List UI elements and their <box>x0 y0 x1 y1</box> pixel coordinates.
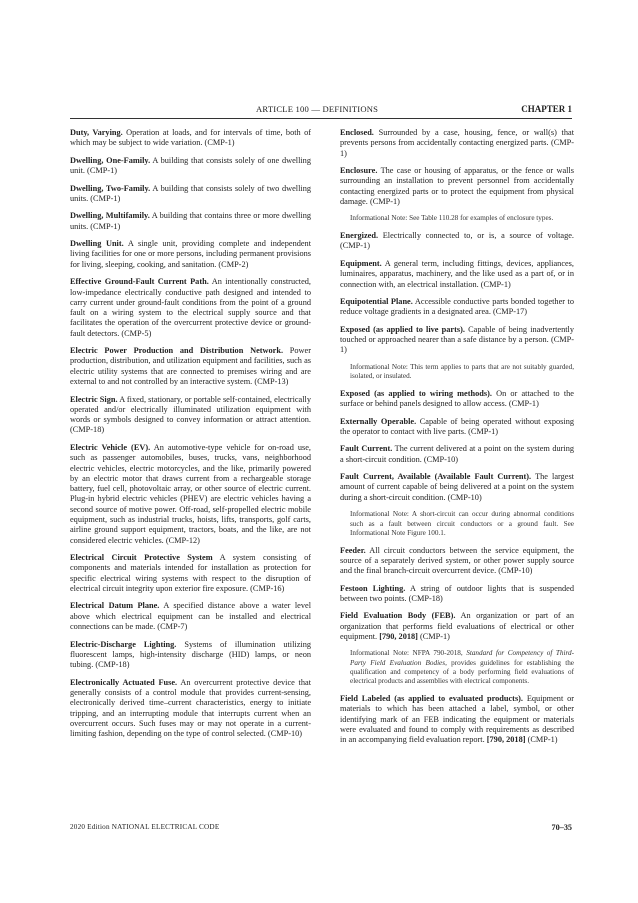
note-suffix: , provides guidelines for establishing the qualification and competency of a body performing field evaluations of electrical products and assemblies with electrical components. <box>350 658 575 686</box>
definition-term: Electric-Discharge Lighting. <box>70 639 177 649</box>
definition-term: Duty, Varying. <box>70 128 123 137</box>
definition-entry <box>340 297 574 318</box>
definition-term: Exposed (as applied to live parts). <box>340 324 465 334</box>
definition-text: A building that consists solely of two dwelling units. (CMP-1) <box>70 183 311 203</box>
cmp-reference: (CMP-1) <box>419 632 450 641</box>
definition-text: Electrically connected to, or is, a source of voltage. (CMP-1) <box>340 231 574 251</box>
definition-term: Feeder. <box>340 545 366 555</box>
definition-text: A system consisting of components and materials intended for installation as protection for specific electrical wiring systems with respect to the disruption of electrical circuit integrity upon exterior fire exposure. (CMP-16) <box>70 553 312 593</box>
page-number: 70–35 <box>551 823 572 832</box>
definition-term: Equipotential Plane. <box>340 297 413 306</box>
definition-text: Accessible conductive parts bonded together to reduce voltage gradients in a designated area. (CMP-17) <box>340 297 574 317</box>
definition-entry <box>70 184 311 205</box>
definition-term: Electric Power Production and Distribution Network. <box>70 346 284 356</box>
definition-text: A single unit, providing complete and independent living facilities for one or more persons, including permanent provisions for living, sleeping, cooking, and sanitation. (CMP-2) <box>70 239 312 269</box>
definition-text: A general term, including fittings, devices, appliances, luminaires, apparatus, machinery, and the like used as a part of, or in connection with, an electrical installation. (CMP-1) <box>340 258 574 289</box>
definition-term: Enclosure. <box>340 166 378 176</box>
definition-text: A string of outdoor lights that is suspended between two points. (CMP-18) <box>340 583 574 603</box>
definition-text: An overcurrent protective device that generally consists of a control module that provides current-sensing, electronically derived time–current characteristics, energy to initiate tripping, and an interrupting module that interrupts current when an overcurrent occurs. Such fuses may or may not operate in a current-limiting fashion, depending on the type of control selected. (CMP-10) <box>70 677 312 739</box>
definition-entry <box>70 640 311 671</box>
definition-entry <box>340 694 574 745</box>
definition-text: Surrounded by a case, housing, fence, or wall(s) that prevents persons from accidentally contacting energized parts. (CMP-1) <box>340 128 574 158</box>
definition-entry <box>70 553 311 594</box>
definition-entry <box>340 231 574 252</box>
definition-text: All circuit conductors between the service equipment, the source of a separately derived system, or other power supply source and the final branch-circuit overcurrent device. (CMP-10) <box>340 545 574 576</box>
definition-term: Fault Current, Available (Available Fault Current). <box>340 472 532 482</box>
definition-entry <box>340 444 574 465</box>
left-column <box>70 128 311 747</box>
definition-text: An automotive-type vehicle for on-road use, such as passenger automobiles, buses, trucks, vans, neighborhood electric vehicles, electric motorcycles, and the like, primarily powered by an electric motor that draws current from a rechargeable storage battery, fuel cell, photovoltaic array, or other source of electric current. Plug-in hybrid electric vehicles (PHEV) are electric vehicles having a second source of motive power. Off-road, self-propelled electric mobile equipment, such as industrial trucks, hoists, lifts, transports, golf carts, airline ground support equipment, tractors, boats, and the like, are not considered electric vehicles. (CMP-12) <box>70 442 312 545</box>
definition-text: A building that consists solely of one dwelling unit. (CMP-1) <box>70 155 311 176</box>
definition-entry <box>70 156 311 177</box>
definition-text: A specified distance above a water level above which electrical equipment can be installed and electrical connections can be made. (CMP-7) <box>70 601 311 632</box>
definition-term: Energized. <box>340 231 379 241</box>
definition-term: Dwelling, Two-Family. <box>70 183 151 193</box>
reference-citation: [790, 2018] <box>379 632 418 641</box>
definition-term: Fault Current. <box>340 444 393 454</box>
definition-term: Equipment. <box>340 258 382 268</box>
definition-text: The largest amount of current capable of being delivered at a point on the system during a short-circuit condition. (CMP-10) <box>340 472 574 502</box>
definition-text: Capable of being operated without exposing the operator to contact with live parts. (CMP-1) <box>340 416 574 436</box>
definition-text: A building that contains three or more dwelling units. (CMP-1) <box>70 211 311 231</box>
definition-entry <box>70 346 311 387</box>
definition-entry <box>340 584 574 605</box>
definition-text: An intentionally constructed, low-impedance electrically conductive path designed and intended to carry current under ground-fault conditions from the point of a ground fault on a wiring system to the electrical supply source and that facilitates the operation of the overcurrent protective device or ground-fault detectors. (CMP-5) <box>70 277 311 338</box>
informational-note: Informational Note: This term applies to parts that are not suitably guarded, isolated, or insulated. <box>350 362 574 381</box>
definition-text: Power production, distribution, and utilization equipment and facilities, such as electric utility systems that are connected to premises wiring and are external to and not controlled by an interactive system. (CMP-13) <box>70 346 311 387</box>
definition-text: The case or housing of apparatus, or the fence or walls surrounding an installation to prevent personnel from accidentally contacting energized parts or to protect the equipment from physical damage. (CMP-1) <box>340 166 574 206</box>
definition-term: Effective Ground-Fault Current Path. <box>70 277 209 287</box>
edition-label: 2020 Edition NATIONAL ELECTRICAL CODE <box>70 823 220 831</box>
right-column <box>340 128 574 753</box>
definition-text: On or attached to the surface or behind panels designed to allow access. (CMP-1) <box>340 388 574 409</box>
definition-text: Systems of illumination utilizing fluorescent lamps, high-intensity discharge (HID) lamps, or neon tubing. (CMP-18) <box>70 639 312 670</box>
header-rule <box>70 118 572 119</box>
running-header <box>70 104 572 118</box>
definition-entry <box>340 166 574 207</box>
definition-term: Electronically Actuated Fuse. <box>70 677 178 687</box>
definition-term: Dwelling, One-Family. <box>70 155 151 165</box>
definition-entry <box>70 601 311 632</box>
definition-entry <box>340 389 574 410</box>
definition-term: Field Labeled (as applied to evaluated products). <box>340 694 524 704</box>
definition-entry <box>70 239 311 270</box>
informational-note: Informational Note: A short-circuit can occur during abnormal conditions such as a fault between circuit conductors or a ground fault. See Informational Note Figure 100.1. <box>350 510 574 537</box>
definition-term: Electric Vehicle (EV). <box>70 442 151 452</box>
definition-entry <box>70 211 311 232</box>
definition-term: Enclosed. <box>340 128 374 137</box>
definition-term: Electrical Datum Plane. <box>70 601 160 611</box>
definition-text: The current delivered at a point on the system during a short-circuit condition. (CMP-10) <box>340 444 574 464</box>
definition-term: Dwelling Unit. <box>70 239 124 249</box>
note-prefix: Informational Note: NFPA 790-2018, <box>350 649 467 658</box>
definition-term: Exposed (as applied to wiring methods). <box>340 388 492 398</box>
definition-text: Capable of being inadvertently touched or approached nearer than a safe distance by a person. (CMP-1) <box>340 324 574 355</box>
definition-term: Dwelling, Multifamily. <box>70 211 150 221</box>
definition-term: Festoon Lighting. <box>340 583 406 593</box>
definition-entry <box>70 128 311 149</box>
definition-entry <box>70 678 311 740</box>
definition-text: A fixed, stationary, or portable self-contained, electrically operated and/or electrically illuminated utilization equipment with words or symbols designed to convey information or attract attention. (CMP-18) <box>70 394 311 435</box>
definition-entry <box>70 277 311 339</box>
definition-entry <box>340 417 574 438</box>
definition-entry <box>340 128 574 159</box>
definition-entry <box>70 395 311 436</box>
standard-title: Standard for Competency of Third-Party Field Evaluation Bodies <box>350 649 575 667</box>
reference-citation: [790, 2018] <box>486 735 526 745</box>
definition-entry <box>340 546 574 577</box>
definition-text: An organization or part of an organization that performs field evaluations of electrical or other equipment. <box>340 611 574 641</box>
definition-text: Operation at loads, and for intervals of time, both of which may be subject to wide variation. (CMP-1) <box>70 128 311 148</box>
definition-entry <box>340 611 574 642</box>
definition-entry <box>340 325 574 356</box>
definition-term: Electric Sign. <box>70 394 118 404</box>
chapter-label: CHAPTER 1 <box>521 104 572 114</box>
cmp-reference: (CMP-1) <box>527 735 558 745</box>
definition-entry <box>70 443 311 546</box>
definition-term: Externally Operable. <box>340 416 417 426</box>
definition-term: Electrical Circuit Protective System <box>70 553 213 563</box>
definition-term: Field Evaluation Body (FEB). <box>340 611 456 621</box>
definition-text: Equipment or materials to which has been attached a label, symbol, or other identifying mark of an FEB indicating the equipment or materials were evaluated and found to comply with requirements as described in an accompanying field evaluation report. <box>340 694 574 745</box>
definition-entry <box>340 259 574 290</box>
definition-entry <box>340 472 574 503</box>
informational-note: Informational Note: See Table 110.28 for examples of enclosure types. <box>350 214 554 223</box>
informational-note <box>350 649 574 686</box>
article-title: ARTICLE 100 — DEFINITIONS <box>256 104 379 114</box>
